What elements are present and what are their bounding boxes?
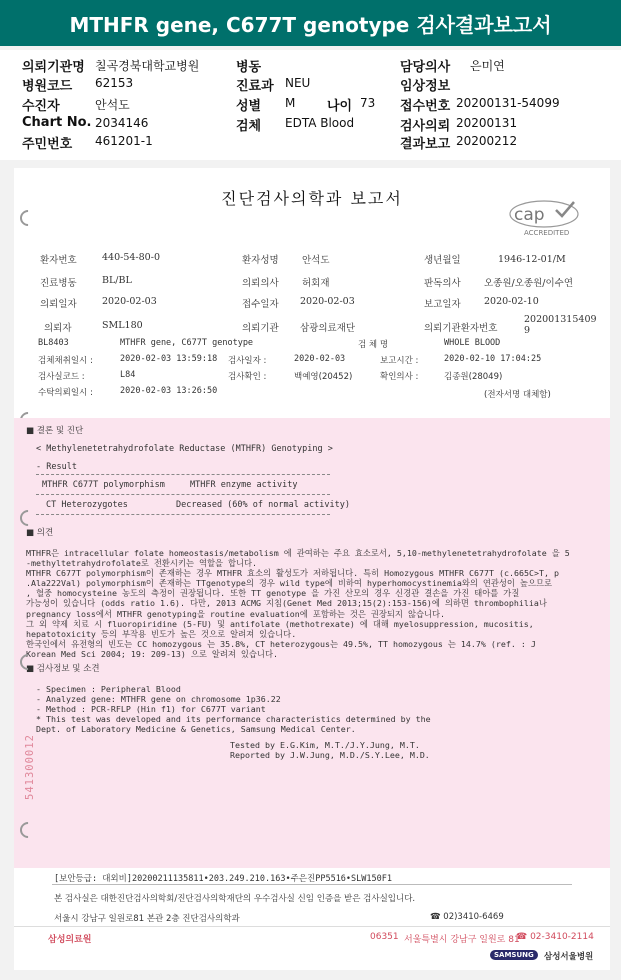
result-label: - Result: [36, 462, 77, 472]
opinion-line: Korean Med Sci 2004; 19: 209-13) 으로 알려져 있습니다.: [26, 648, 278, 659]
meta-value: L84: [120, 370, 136, 380]
info-label: 검체: [236, 119, 262, 134]
enzyme-activity-result: Decreased (60% of normal activity): [176, 500, 350, 510]
table-cell: 생년월일: [424, 255, 461, 266]
meta-label: 보고시간 :: [380, 356, 419, 366]
divider: [36, 494, 330, 495]
test-name: MTHFR gene, C677T genotype: [120, 338, 254, 348]
info-value: 은미연: [470, 59, 505, 73]
info-value: 20200131: [456, 116, 518, 130]
table-cell: 진료병동: [40, 278, 77, 289]
method-line: * This test was developed and its performance characteristics determined by the: [36, 714, 431, 725]
table-cell: SML180: [102, 320, 143, 331]
tested-by: Tested by E.G.Kim, M.T./J.Y.Jung, M.T.: [230, 740, 420, 750]
table-cell: 환자성명: [242, 255, 279, 266]
meta-label: 검사일자 :: [228, 356, 267, 366]
footer-zip: 06351: [370, 932, 399, 942]
report-title: 진단검사의학과 보고서: [221, 189, 403, 208]
hospital-name: 삼성서울병원: [544, 952, 594, 962]
info-label: 진료과: [236, 79, 274, 94]
meta-value: 2020-02-03 13:26:50: [120, 386, 218, 396]
meta-value: 2020-02-10 17:04:25: [444, 354, 542, 364]
info-label: 성별: [236, 99, 262, 114]
meta-label: 수탁의뢰일시 :: [38, 388, 93, 398]
meta-value: 2020-02-03 13:59:18: [120, 354, 218, 364]
table-cell: 의뢰의사: [242, 278, 279, 289]
table-cell: 의뢰기관: [242, 323, 279, 334]
test-code: BL8403: [38, 338, 69, 348]
certification-note: 본 검사실은 대한진단검사의학회/진단검사의학재단의 우수검사실 신임 인증을 받은 검사실입니다.: [54, 894, 416, 904]
patient-info-panel: [0, 50, 621, 160]
meta-value: 백예영(20452): [294, 372, 353, 382]
result-section: [14, 418, 610, 868]
meta-value: 2020-02-03: [294, 354, 346, 364]
info-label: 나이: [327, 99, 353, 114]
meta-label: 검사실코드 :: [38, 372, 85, 382]
result-column-header: MTHFR C677T polymorphism: [42, 480, 165, 490]
info-label: 수진자: [22, 99, 60, 114]
specimen-name: WHOLE BLOOD: [444, 338, 501, 348]
footer-left-brand: 삼성의료원: [48, 935, 92, 945]
opinion-line: MTHFR C677T polymorphism이 존재하는 경우 MTHFR 효소의 활성도가 저하됩니다. 특히 Homozygous MTHFR C677T (c.665C>T, p: [26, 568, 559, 579]
test-heading: < Methylenetetrahydrofolate Reductase (MTHFR) Genotyping >: [36, 444, 333, 454]
footer-bar: [14, 924, 610, 970]
report-header: [0, 0, 621, 46]
table-cell: 2020-02-03: [102, 296, 157, 307]
table-cell: 보고일자: [424, 299, 461, 310]
security-line: [보안등급: 대외비]20200211135811•203.249.210.163•주은진PP5516•SLW150F1: [54, 874, 392, 884]
info-label: 담당의사: [400, 60, 451, 75]
info-value: 칠곡경북대학교병원: [95, 59, 200, 73]
table-cell: 오종원/오종원/이수연: [484, 278, 573, 289]
table-cell: 삼광의료재단: [300, 323, 356, 334]
info-value: 안석도: [95, 98, 130, 112]
footer-address: 서울특별시 강남구 일원로 81: [404, 935, 520, 945]
divider: [36, 514, 330, 515]
table-cell: 의뢰일자: [40, 299, 77, 310]
opinion-line: 가능성이 있습니다 (odds ratio 1.6). 다만, 2013 ACMG 지침(Genet Med 2013;15(2):153-156)에 의하면 thrombophilia나: [26, 598, 547, 609]
scanned-report: [14, 168, 610, 968]
opinion-line: 그 외 약제 치료 시 fluoropiridine (5-FU) 및 antifolate (methotrexate) 에 대해 myelosuppression, mucositis,: [26, 618, 534, 629]
method-line: - Analyzed gene: MTHFR gene on chromosome 1p36.22: [36, 694, 281, 705]
info-value: 73: [360, 96, 376, 110]
opinion-line: pregnancy loss에서 MTHFR genotyping을 routine evaluation에 포함하는 것은 권장되지 않습니다.: [26, 608, 446, 619]
meta-value: 김종원(28049): [444, 372, 503, 382]
info-label: 병동: [236, 60, 262, 75]
info-value: 20200212: [456, 134, 518, 148]
table-cell: 판독의사: [424, 278, 461, 289]
info-label: 결과보고: [400, 137, 451, 152]
info-value: 20200131-54099: [456, 96, 560, 110]
opinion-line: MTHFR은 intracellular folate homeostasis/metabolism 에 관여하는 주요 효소로서, 5,10-methylenetetrahydrofolate 을 5: [26, 548, 570, 558]
side-barcode-number: 541300012: [24, 734, 36, 800]
divider: [36, 474, 330, 475]
table-cell: 안석도: [302, 255, 330, 266]
info-label: 접수번호: [400, 99, 451, 114]
opinion-line: -methyltetrahydrofolate로 전환시키는 역할을 합니다.: [26, 558, 258, 569]
table-cell: BL/BL: [102, 275, 132, 286]
table-cell: 2020-02-03: [300, 296, 355, 307]
cap-logo-text: cap: [514, 205, 545, 225]
lab-address: 서울시 강남구 일원로81 본관 2층 진단검사의학과: [54, 914, 240, 924]
result-column-header: MTHFR enzyme activity: [190, 480, 298, 490]
table-cell: 허회재: [302, 278, 330, 289]
info-label: 병원코드: [22, 79, 73, 94]
opinion-line: 한국인에서 유전형의 빈도는 CC homozygous 는 35.8%, CT heterozygous는 49.5%, TT homozygous 는 14.7% (ref. : J: [26, 638, 536, 649]
info-value: M: [285, 96, 296, 110]
info-value: 62153: [95, 76, 134, 90]
meta-label: 확인의사 :: [380, 372, 419, 382]
section-heading: ■ 결론 및 진단: [26, 426, 84, 436]
divider: [14, 926, 610, 927]
opinion-line: , 혈중 homocysteine 농도의 측정이 권장됩니다. 또한 TT genotype 을 가진 산모의 경우 신경관 결손을 가진 태아를 가질: [26, 588, 520, 599]
table-cell: 2020-02-10: [484, 296, 539, 307]
info-label: 검사의뢰: [400, 119, 451, 134]
opinion-line: hepatotoxicity 등의 부작용 빈도가 높은 것으로 알려져 있습니다.: [26, 628, 297, 639]
table-cell: 202001315409 9: [524, 314, 597, 336]
punch-hole-icon: [17, 207, 40, 230]
method-line: - Method : PCR-RFLP (Hin f1) for C677T variant: [36, 704, 266, 715]
info-label: 주민번호: [22, 137, 73, 152]
method-line: Dept. of Laboratory Medicine & Genetics, Samsung Medical Center.: [36, 724, 356, 735]
table-cell: 1946-12-01/M: [498, 254, 566, 265]
table-cell: 440-54-80-0: [102, 252, 160, 263]
table-cell: 접수일자: [242, 299, 279, 310]
info-value: NEU: [285, 76, 311, 90]
section-heading: ■ 의견: [26, 528, 54, 538]
info-label: 의뢰기관명: [22, 60, 85, 75]
opinion-text: [26, 548, 570, 659]
method-line: - Specimen : Peripheral Blood: [36, 684, 181, 694]
table-cell: 환자번호: [40, 255, 77, 266]
meta-label: 검체채취일시 :: [38, 356, 93, 366]
info-value: 2034146: [95, 116, 149, 130]
method-text: [36, 684, 431, 734]
reported-by: Reported by J.W.Jung, M.D./S.Y.Lee, M.D.: [230, 750, 430, 760]
genotype-result: CT Heterozygotes: [46, 500, 128, 510]
esign-note: (전자서명 대체함): [484, 390, 551, 400]
cap-logo-sub: ACCREDITED: [524, 229, 570, 237]
divider: [52, 884, 572, 885]
info-label: Chart No.: [22, 115, 92, 130]
meta-label: 검사확인 :: [228, 372, 267, 382]
cap-accredited-logo: [502, 198, 582, 238]
report-header-title: MTHFR gene, C677T genotype 검사결과보고서: [69, 12, 552, 37]
lab-phone: ☎ 02)3410-6469: [430, 912, 504, 922]
table-cell: 의뢰기관환자번호: [424, 323, 498, 334]
footer-phone: ☎ 02-3410-2114: [516, 932, 594, 942]
info-label: 임상정보: [400, 79, 451, 94]
opinion-line: .Ala222Val) polymorphism이 존재하는 TTgenotype의 경우 wild type에 비하여 hyperhomocystinemia와의 연관성이 높으므로: [26, 578, 552, 589]
section-heading: ■ 검사정보 및 소견: [26, 664, 100, 674]
samsung-logo: SAMSUNG: [490, 950, 538, 960]
table-cell: 의뢰자: [44, 323, 72, 334]
info-value: 461201-1: [95, 134, 153, 148]
info-value: EDTA Blood: [285, 116, 355, 130]
specimen-label: 검 체 명: [358, 340, 389, 350]
